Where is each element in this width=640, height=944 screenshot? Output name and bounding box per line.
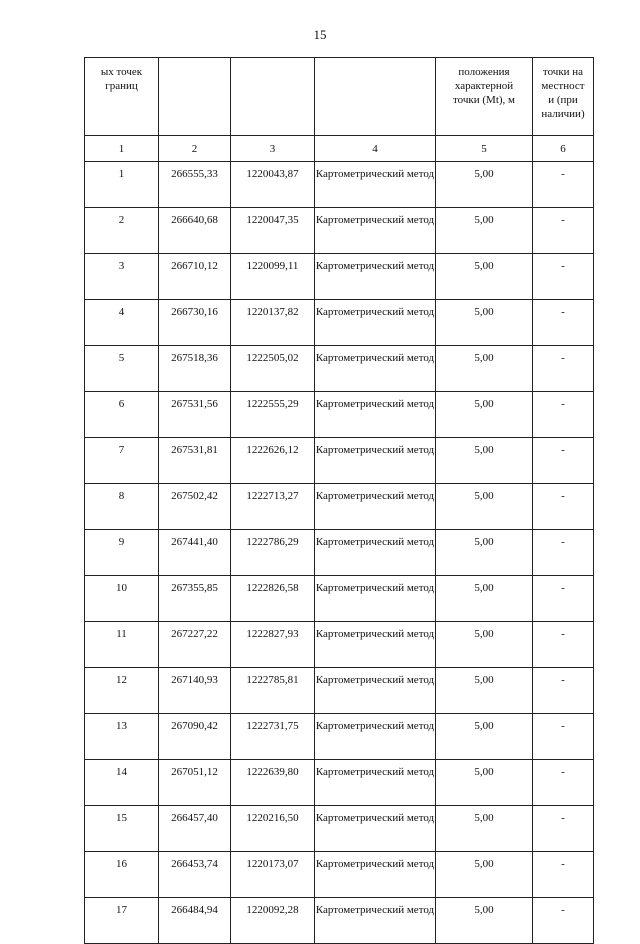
description-cell: - bbox=[533, 760, 594, 806]
column-number: 2 bbox=[159, 136, 231, 162]
table-row bbox=[85, 254, 594, 300]
column-number: 6 bbox=[533, 136, 594, 162]
y-coordinate-cell: 1222639,80 bbox=[231, 760, 315, 806]
point-number-cell: 5 bbox=[85, 346, 159, 392]
column-number: 5 bbox=[436, 136, 533, 162]
accuracy-cell: 5,00 bbox=[436, 300, 533, 346]
method-cell: Картометрический метод bbox=[315, 898, 436, 944]
column-number: 3 bbox=[231, 136, 315, 162]
y-coordinate-cell: 1222555,29 bbox=[231, 392, 315, 438]
header-y-coordinate bbox=[231, 58, 315, 136]
accuracy-cell: 5,00 bbox=[436, 806, 533, 852]
point-number-cell: 2 bbox=[85, 208, 159, 254]
header-accuracy: положения характерной точки (Mt), м bbox=[436, 58, 533, 136]
accuracy-cell: 5,00 bbox=[436, 668, 533, 714]
accuracy-cell: 5,00 bbox=[436, 760, 533, 806]
y-coordinate-cell: 1220043,87 bbox=[231, 162, 315, 208]
accuracy-cell: 5,00 bbox=[436, 254, 533, 300]
table-header-row bbox=[85, 58, 594, 136]
y-coordinate-cell: 1220173,07 bbox=[231, 852, 315, 898]
method-cell: Картометрический метод bbox=[315, 484, 436, 530]
description-cell: - bbox=[533, 438, 594, 484]
point-number-cell: 15 bbox=[85, 806, 159, 852]
accuracy-cell: 5,00 bbox=[436, 714, 533, 760]
x-coordinate-cell: 266453,74 bbox=[159, 852, 231, 898]
table-row bbox=[85, 438, 594, 484]
accuracy-cell: 5,00 bbox=[436, 898, 533, 944]
x-coordinate-cell: 267355,85 bbox=[159, 576, 231, 622]
method-cell: Картометрический метод bbox=[315, 300, 436, 346]
description-cell: - bbox=[533, 346, 594, 392]
coordinates-table bbox=[84, 57, 594, 944]
method-cell: Картометрический метод bbox=[315, 438, 436, 484]
accuracy-cell: 5,00 bbox=[436, 162, 533, 208]
table-body bbox=[85, 162, 594, 944]
point-number-cell: 4 bbox=[85, 300, 159, 346]
x-coordinate-cell: 266640,68 bbox=[159, 208, 231, 254]
description-cell: - bbox=[533, 300, 594, 346]
point-number-cell: 9 bbox=[85, 530, 159, 576]
header-method bbox=[315, 58, 436, 136]
accuracy-cell: 5,00 bbox=[436, 346, 533, 392]
point-number-cell: 10 bbox=[85, 576, 159, 622]
table-row bbox=[85, 484, 594, 530]
header-x-coordinate bbox=[159, 58, 231, 136]
table-row bbox=[85, 300, 594, 346]
x-coordinate-cell: 267441,40 bbox=[159, 530, 231, 576]
x-coordinate-cell: 267227,22 bbox=[159, 622, 231, 668]
x-coordinate-cell: 266457,40 bbox=[159, 806, 231, 852]
point-number-cell: 3 bbox=[85, 254, 159, 300]
method-cell: Картометрический метод bbox=[315, 254, 436, 300]
accuracy-cell: 5,00 bbox=[436, 530, 533, 576]
method-cell: Картометрический метод bbox=[315, 530, 436, 576]
method-cell: Картометрический метод bbox=[315, 806, 436, 852]
header-description: точки на местност и (при наличии) bbox=[533, 58, 594, 136]
x-coordinate-cell: 266730,16 bbox=[159, 300, 231, 346]
x-coordinate-cell: 267051,12 bbox=[159, 760, 231, 806]
header-point-number: ых точек границ bbox=[85, 58, 159, 136]
table-row bbox=[85, 346, 594, 392]
column-number-row bbox=[85, 136, 594, 162]
x-coordinate-cell: 266484,94 bbox=[159, 898, 231, 944]
accuracy-cell: 5,00 bbox=[436, 208, 533, 254]
y-coordinate-cell: 1220099,11 bbox=[231, 254, 315, 300]
description-cell: - bbox=[533, 622, 594, 668]
point-number-cell: 13 bbox=[85, 714, 159, 760]
description-cell: - bbox=[533, 530, 594, 576]
table-row bbox=[85, 392, 594, 438]
description-cell: - bbox=[533, 898, 594, 944]
accuracy-cell: 5,00 bbox=[436, 438, 533, 484]
point-number-cell: 16 bbox=[85, 852, 159, 898]
description-cell: - bbox=[533, 392, 594, 438]
method-cell: Картометрический метод bbox=[315, 668, 436, 714]
x-coordinate-cell: 267531,56 bbox=[159, 392, 231, 438]
accuracy-cell: 5,00 bbox=[436, 484, 533, 530]
y-coordinate-cell: 1222731,75 bbox=[231, 714, 315, 760]
y-coordinate-cell: 1222786,29 bbox=[231, 530, 315, 576]
method-cell: Картометрический метод bbox=[315, 852, 436, 898]
point-number-cell: 17 bbox=[85, 898, 159, 944]
x-coordinate-cell: 267090,42 bbox=[159, 714, 231, 760]
table-row bbox=[85, 714, 594, 760]
y-coordinate-cell: 1220137,82 bbox=[231, 300, 315, 346]
y-coordinate-cell: 1220216,50 bbox=[231, 806, 315, 852]
method-cell: Картометрический метод bbox=[315, 346, 436, 392]
method-cell: Картометрический метод bbox=[315, 162, 436, 208]
y-coordinate-cell: 1222713,27 bbox=[231, 484, 315, 530]
column-number: 4 bbox=[315, 136, 436, 162]
point-number-cell: 1 bbox=[85, 162, 159, 208]
accuracy-cell: 5,00 bbox=[436, 622, 533, 668]
point-number-cell: 11 bbox=[85, 622, 159, 668]
y-coordinate-cell: 1222626,12 bbox=[231, 438, 315, 484]
method-cell: Картометрический метод bbox=[315, 392, 436, 438]
description-cell: - bbox=[533, 208, 594, 254]
table-row bbox=[85, 208, 594, 254]
table-row bbox=[85, 760, 594, 806]
table-row bbox=[85, 852, 594, 898]
accuracy-cell: 5,00 bbox=[436, 576, 533, 622]
x-coordinate-cell: 266555,33 bbox=[159, 162, 231, 208]
x-coordinate-cell: 266710,12 bbox=[159, 254, 231, 300]
description-cell: - bbox=[533, 162, 594, 208]
point-number-cell: 12 bbox=[85, 668, 159, 714]
y-coordinate-cell: 1220092,28 bbox=[231, 898, 315, 944]
description-cell: - bbox=[533, 484, 594, 530]
x-coordinate-cell: 267140,93 bbox=[159, 668, 231, 714]
method-cell: Картометрический метод bbox=[315, 576, 436, 622]
table-row bbox=[85, 622, 594, 668]
x-coordinate-cell: 267502,42 bbox=[159, 484, 231, 530]
method-cell: Картометрический метод bbox=[315, 622, 436, 668]
method-cell: Картометрический метод bbox=[315, 760, 436, 806]
description-cell: - bbox=[533, 852, 594, 898]
point-number-cell: 14 bbox=[85, 760, 159, 806]
table-row bbox=[85, 576, 594, 622]
column-number: 1 bbox=[85, 136, 159, 162]
y-coordinate-cell: 1220047,35 bbox=[231, 208, 315, 254]
y-coordinate-cell: 1222827,93 bbox=[231, 622, 315, 668]
description-cell: - bbox=[533, 806, 594, 852]
description-cell: - bbox=[533, 254, 594, 300]
table-row bbox=[85, 806, 594, 852]
y-coordinate-cell: 1222826,58 bbox=[231, 576, 315, 622]
point-number-cell: 8 bbox=[85, 484, 159, 530]
method-cell: Картометрический метод bbox=[315, 714, 436, 760]
point-number-cell: 6 bbox=[85, 392, 159, 438]
description-cell: - bbox=[533, 714, 594, 760]
x-coordinate-cell: 267518,36 bbox=[159, 346, 231, 392]
accuracy-cell: 5,00 bbox=[436, 392, 533, 438]
point-number-cell: 7 bbox=[85, 438, 159, 484]
table-row bbox=[85, 898, 594, 944]
accuracy-cell: 5,00 bbox=[436, 852, 533, 898]
y-coordinate-cell: 1222785,81 bbox=[231, 668, 315, 714]
description-cell: - bbox=[533, 576, 594, 622]
table-row bbox=[85, 162, 594, 208]
method-cell: Картометрический метод bbox=[315, 208, 436, 254]
page-number: 15 bbox=[313, 27, 327, 42]
table-row bbox=[85, 530, 594, 576]
x-coordinate-cell: 267531,81 bbox=[159, 438, 231, 484]
description-cell: - bbox=[533, 668, 594, 714]
y-coordinate-cell: 1222505,02 bbox=[231, 346, 315, 392]
table-row bbox=[85, 668, 594, 714]
